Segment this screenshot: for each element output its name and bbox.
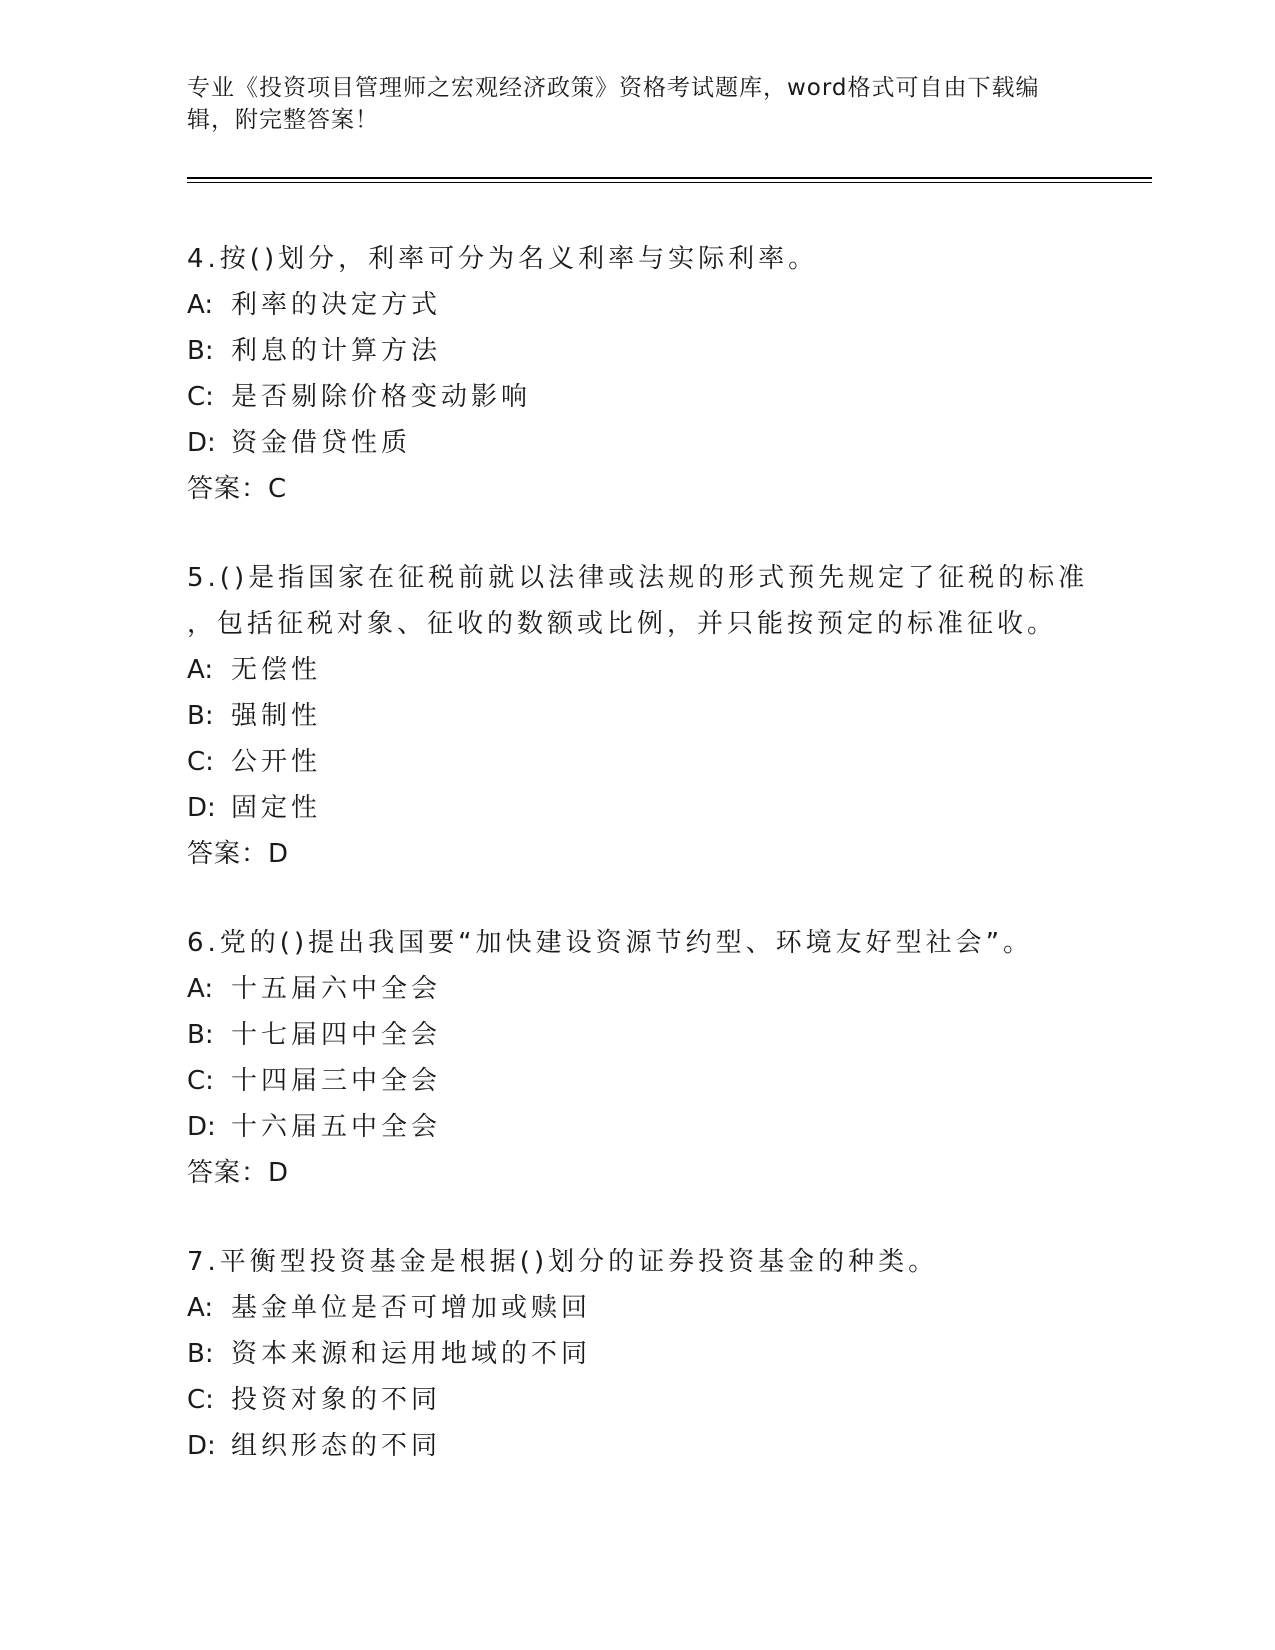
option-letter: C: [187, 747, 214, 777]
option-a [187, 966, 1087, 1012]
header-divider-thin [187, 182, 1152, 183]
option-d [187, 1423, 1087, 1469]
option-text: 固定性 [231, 793, 322, 823]
option-text: 十四届三中全会 [231, 1066, 442, 1096]
option-letter: B: [187, 336, 214, 366]
question-5 [187, 555, 1087, 877]
option-text: 资金借贷性质 [231, 428, 412, 458]
document-header: 专业《投资项目管理师之宏观经济政策》资格考试题库，word格式可自由下载编辑，附完整答案！ [187, 75, 1040, 133]
option-a [187, 1285, 1087, 1331]
option-text: 基金单位是否可增加或赎回 [231, 1293, 592, 1323]
option-text: 投资对象的不同 [231, 1385, 442, 1415]
option-text: 利息的计算方法 [231, 336, 442, 366]
option-letter: D: [187, 1431, 216, 1461]
option-text: 公开性 [231, 747, 322, 777]
option-letter: B: [187, 701, 214, 731]
option-c [187, 374, 1087, 420]
option-b [187, 1012, 1087, 1058]
option-c [187, 739, 1087, 785]
option-c [187, 1377, 1087, 1423]
option-b [187, 693, 1087, 739]
option-text: 无偿性 [231, 655, 322, 685]
option-a [187, 282, 1087, 328]
header-divider-thick [187, 177, 1152, 179]
question-stem: 4.按()划分，利率可分为名义利率与实际利率。 [187, 244, 819, 274]
question-stem-line-1: 5.()是指国家在征税前就以法律或法规的形式预先规定了征税的标准 [187, 563, 1089, 593]
option-letter: A: [187, 974, 214, 1004]
option-text: 十五届六中全会 [231, 974, 442, 1004]
option-b [187, 328, 1087, 374]
option-letter: D: [187, 793, 216, 823]
option-letter: A: [187, 655, 214, 685]
answer-key: 答案：C [187, 474, 288, 504]
option-text: 组织形态的不同 [231, 1431, 442, 1461]
option-text: 资本来源和运用地域的不同 [231, 1339, 592, 1369]
option-letter: C: [187, 1066, 214, 1096]
question-6 [187, 920, 1087, 1196]
option-text: 十七届四中全会 [231, 1020, 442, 1050]
question-stem-line-2: ，包括征税对象、征收的数额或比例，并只能按预定的标准征收。 [187, 609, 1058, 639]
option-letter: A: [187, 1293, 214, 1323]
answer-key: 答案：D [187, 839, 290, 869]
answer-key: 答案：D [187, 1158, 290, 1188]
question-7 [187, 1239, 1087, 1469]
option-text: 强制性 [231, 701, 322, 731]
question-stem: 7.平衡型投资基金是根据()划分的证券投资基金的种类。 [187, 1247, 939, 1277]
option-c [187, 1058, 1087, 1104]
option-letter: B: [187, 1020, 214, 1050]
option-letter: D: [187, 1112, 216, 1142]
option-letter: D: [187, 428, 216, 458]
option-letter: C: [187, 1385, 214, 1415]
option-d [187, 1104, 1087, 1150]
option-text: 十六届五中全会 [231, 1112, 442, 1142]
option-text: 是否剔除价格变动影响 [231, 382, 532, 412]
option-letter: A: [187, 290, 214, 320]
option-letter: B: [187, 1339, 214, 1369]
option-b [187, 1331, 1087, 1377]
option-d [187, 785, 1087, 831]
question-list [187, 236, 1087, 1512]
question-stem: 6.党的()提出我国要“加快建设资源节约型、环境友好型社会”。 [187, 928, 1034, 958]
question-4 [187, 236, 1087, 512]
option-letter: C: [187, 382, 214, 412]
option-a [187, 647, 1087, 693]
option-text: 利率的决定方式 [231, 290, 442, 320]
option-d [187, 420, 1087, 466]
